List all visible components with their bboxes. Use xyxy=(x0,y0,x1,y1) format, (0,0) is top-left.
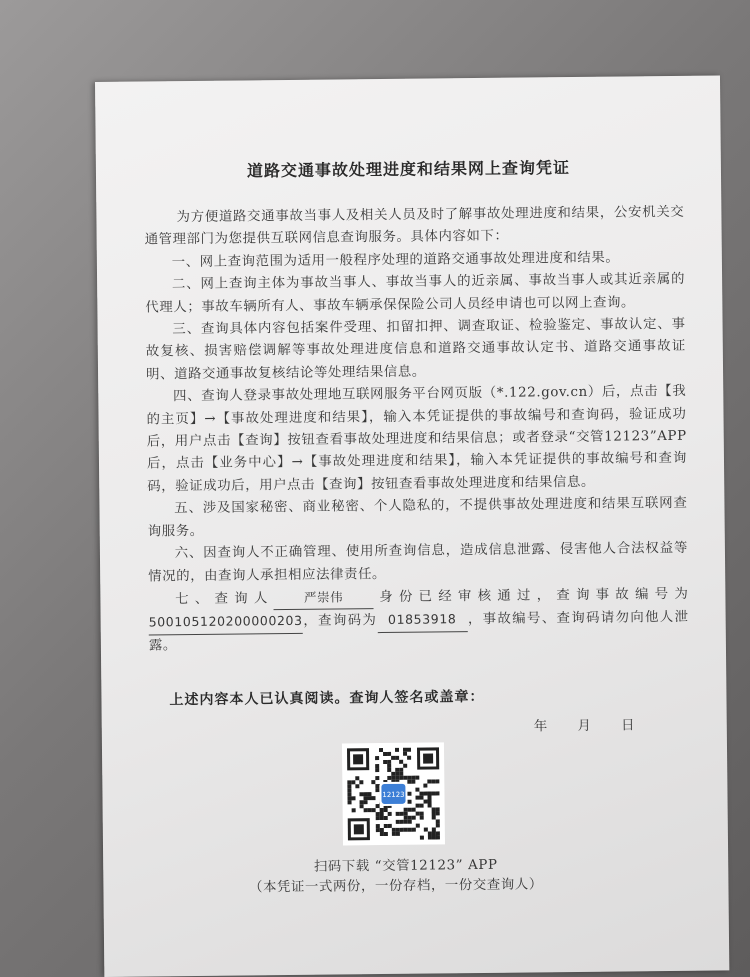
qr-module xyxy=(436,831,440,835)
qr-module xyxy=(407,776,411,780)
qr-module xyxy=(388,824,392,828)
qr-module xyxy=(412,828,416,832)
qr-module xyxy=(416,824,420,828)
code-label: ，查询码为 xyxy=(302,613,378,630)
qr-module xyxy=(435,779,439,783)
qr-module xyxy=(375,788,379,792)
qr-module xyxy=(359,780,363,784)
document-body xyxy=(144,202,689,658)
qr-module xyxy=(391,772,395,776)
qr-module xyxy=(420,836,424,840)
item-7-prefix: 七、查询人 xyxy=(175,591,274,608)
qr-module xyxy=(432,835,436,839)
qr-module xyxy=(412,816,416,820)
qr-module xyxy=(360,804,364,808)
qr-module xyxy=(384,816,388,820)
qr-module xyxy=(428,804,432,808)
qr-module xyxy=(364,808,368,812)
qr-module xyxy=(404,820,408,824)
qr-module xyxy=(399,776,403,780)
qr-module xyxy=(368,808,372,812)
qr-module xyxy=(376,804,380,808)
query-certificate-paper xyxy=(95,75,729,976)
qr-module xyxy=(403,752,407,756)
intro-paragraph: 为方便道路交通事故当事人及相关人员及时了解事故处理进度和结果，公安机关交通管理部门为您提供互联网信息查询服务。具体内容如下： xyxy=(144,204,685,248)
qr-module xyxy=(387,760,391,764)
qr-module xyxy=(432,827,436,831)
qr-module xyxy=(396,820,400,824)
qr-module xyxy=(432,815,436,819)
qr-module xyxy=(403,776,407,780)
qr-module xyxy=(363,792,367,796)
qr-module xyxy=(432,811,436,815)
qr-module xyxy=(399,772,403,776)
qr-module xyxy=(423,784,427,788)
qr-module xyxy=(420,816,424,820)
qr-module xyxy=(404,812,408,816)
qr-module xyxy=(407,756,411,760)
qr-module xyxy=(396,828,400,832)
qr-module xyxy=(379,748,383,752)
qr-module xyxy=(347,780,351,784)
qr-module xyxy=(351,796,355,800)
qr-module xyxy=(436,835,440,839)
qr-module xyxy=(400,812,404,816)
qr-module xyxy=(407,748,411,752)
qr-module xyxy=(380,816,384,820)
qr-module xyxy=(432,807,436,811)
qr-module xyxy=(375,768,379,772)
qr-module xyxy=(408,828,412,832)
qr-module xyxy=(384,808,388,812)
qr-module xyxy=(367,792,371,796)
qr-module xyxy=(380,832,384,836)
qr-module xyxy=(372,808,376,812)
qr-module xyxy=(387,764,391,768)
item-1: 一、网上查询范围为适用一般程序处理的道路交通事故处理进度和结果。 xyxy=(171,250,620,271)
qr-module xyxy=(415,796,419,800)
qr-badge-text: 12123 xyxy=(382,790,405,800)
qr-module xyxy=(400,828,404,832)
qr-module xyxy=(428,836,432,840)
qr-module xyxy=(380,828,384,832)
qr-module xyxy=(375,756,379,760)
qr-module xyxy=(395,772,399,776)
qr-module xyxy=(384,832,388,836)
item-7-suffix: ，事故编号、查询码请勿向他人泄露。 xyxy=(148,610,689,654)
qr-module xyxy=(396,812,400,816)
item-2: 二、网上查询主体为事故当事人、事故当事人的近亲属、事故当事人或其近亲属的代理人；事故车辆所有人、事故车辆承保保险公司人员经申请也可以网上查询。 xyxy=(145,272,686,316)
item-7-mid: 身份已经审核通过，查询事故编号为 xyxy=(373,586,689,606)
qr-module xyxy=(403,764,407,768)
qr-module xyxy=(404,808,408,812)
qr-module xyxy=(352,808,356,812)
qr-module xyxy=(347,784,351,788)
qr-module xyxy=(395,756,399,760)
qr-module xyxy=(416,812,420,816)
qr-module xyxy=(408,820,412,824)
qr-finder-top-right xyxy=(417,747,439,769)
qr-module xyxy=(395,768,399,772)
qr-module xyxy=(387,752,391,756)
qr-module xyxy=(359,792,363,796)
qr-module xyxy=(415,776,419,780)
qr-module xyxy=(395,776,399,780)
qr-module xyxy=(391,776,395,780)
qr-caption: 扫码下载 “交管12123” APP xyxy=(313,857,498,875)
qr-module xyxy=(431,779,435,783)
qr-module xyxy=(348,800,352,804)
qr-module xyxy=(420,812,424,816)
qr-module xyxy=(435,791,439,795)
qr-module xyxy=(436,823,440,827)
qr-module xyxy=(416,804,420,808)
qr-module xyxy=(367,796,371,800)
qr-module xyxy=(376,812,380,816)
qr-module xyxy=(411,776,415,780)
date-line: 年 月 日 xyxy=(533,718,641,735)
document-title: 道路交通事故处理进度和结果网上查询凭证 xyxy=(246,158,571,181)
qr-module xyxy=(411,780,415,784)
qr-module xyxy=(376,824,380,828)
qr-module xyxy=(424,800,428,804)
qr-module xyxy=(400,820,404,824)
qr-module xyxy=(375,764,379,768)
qr-module xyxy=(428,800,432,804)
qr-module xyxy=(375,784,379,788)
case-number: 500105120200000203 xyxy=(149,610,303,635)
qr-module xyxy=(419,796,423,800)
qr-module xyxy=(355,784,359,788)
query-code: 01853918 xyxy=(377,608,467,632)
qr-module xyxy=(380,808,384,812)
qr-module xyxy=(408,808,412,812)
item-7 xyxy=(148,583,689,658)
qr-module xyxy=(412,808,416,812)
qr-module xyxy=(388,812,392,816)
qr-module xyxy=(347,788,351,792)
qr-module xyxy=(347,792,351,796)
qr-module xyxy=(360,800,364,804)
qr-module xyxy=(355,776,359,780)
qr-module xyxy=(436,807,440,811)
qr-module xyxy=(408,800,412,804)
confirmation-statement: 上述内容本人已认真阅读。查询人签名或盖章： xyxy=(169,688,485,709)
qr-module xyxy=(403,748,407,752)
qr-module xyxy=(396,832,400,836)
item-4: 四、查询人登录事故处理地互联网服务平台网页版（*.122.gov.cn）后，点击【我的主页】→【事故处理进度和结果】，输入本凭证提供的事故编号和查询码，验证成功后，用户点击【查询】按钮查看事故处理进度和结果信息；或者登录“交管12123”APP后，点击【业务中心】→【事故处理进度和结果】，输入本凭证提供的事故编号和查询码，验证成功后，用户点击【查询】按钮查看事故处理进度和结果信息。 xyxy=(146,384,688,495)
qr-module xyxy=(436,819,440,823)
qr-module xyxy=(420,804,424,808)
qr-module xyxy=(387,768,391,772)
qr-module xyxy=(432,831,436,835)
qr-module xyxy=(419,792,423,796)
qr-module xyxy=(387,776,391,780)
copies-note: （本凭证一式两份，一份存档，一份交查询人） xyxy=(248,877,543,896)
qr-module xyxy=(399,760,403,764)
qr-module xyxy=(384,824,388,828)
qr-module xyxy=(415,788,419,792)
qr-module xyxy=(407,792,411,796)
qr-module xyxy=(404,816,408,820)
qr-finder-bottom-left xyxy=(348,818,370,840)
qr-module xyxy=(408,816,412,820)
qr-module xyxy=(363,796,367,800)
item-3: 三、查询具体内容包括案件受理、扣留扣押、调查取证、检验鉴定、事故认定、事故复核、损害赔偿调解等事故处理进度信息和道路交通事故认定书、道路交通事故证明、道路交通事故复核结论等处理结果信息。 xyxy=(145,316,686,383)
qr-module xyxy=(383,760,387,764)
qr-code-graphic xyxy=(345,745,442,842)
qr-module xyxy=(371,796,375,800)
qr-module xyxy=(395,748,399,752)
inquirer-name: 严崇伟 xyxy=(273,586,373,610)
qr-module xyxy=(431,791,435,795)
qr-module xyxy=(391,756,395,760)
qr-module xyxy=(347,796,351,800)
app-download-qr-code xyxy=(342,742,445,845)
qr-module xyxy=(428,832,432,836)
qr-module xyxy=(392,832,396,836)
qr-module xyxy=(423,792,427,796)
item-6: 六、因查询人不正确管理、使用所查询信息，造成信息泄露、侵害他人合法权益等情况的，由查询人承担相应法律责任。 xyxy=(148,540,688,584)
qr-module xyxy=(427,780,431,784)
qr-finder-top-left xyxy=(347,748,369,770)
qr-module xyxy=(404,828,408,832)
qr-module xyxy=(351,780,355,784)
qr-module xyxy=(427,792,431,796)
qr-module xyxy=(407,780,411,784)
qr-module xyxy=(375,776,379,780)
item-5: 五、涉及国家秘密、商业秘密、个人隐私的，不提供事故处理进度和结果互联网查询服务。 xyxy=(147,496,688,540)
qr-module xyxy=(383,752,387,756)
qr-module xyxy=(364,800,368,804)
qr-module xyxy=(424,828,428,832)
qr-module xyxy=(376,816,380,820)
qr-module xyxy=(371,780,375,784)
qr-module xyxy=(376,828,380,832)
qr-module xyxy=(427,796,431,800)
qr-module xyxy=(380,812,384,816)
qr-module xyxy=(436,811,440,815)
qr-center-logo xyxy=(379,782,407,806)
qr-module xyxy=(392,828,396,832)
qr-module xyxy=(399,768,403,772)
